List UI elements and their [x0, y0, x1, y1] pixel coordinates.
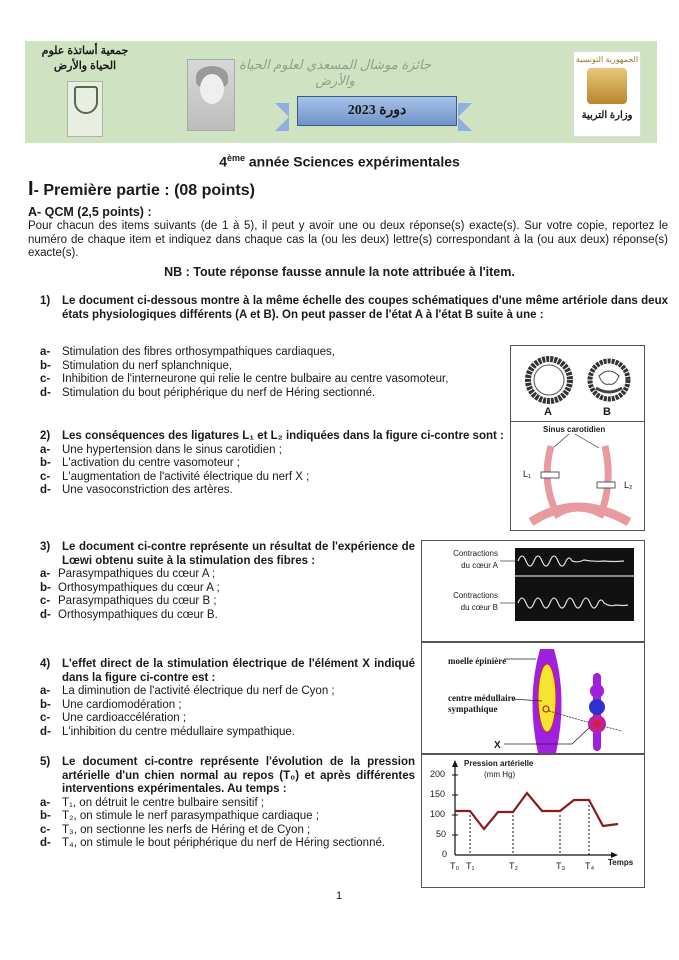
ytick-150: 150: [430, 789, 446, 799]
question-1: 1) Le document ci-dessous montre à la même échelle des coupes schématiques d'une même artériole dans deux états physiologiques différents (A et B). On peut passer de l'état A à l'état B suite à une :: [40, 295, 668, 321]
pressure-line-chart: [422, 755, 644, 887]
x-label: X: [494, 740, 501, 751]
option-c: c- Une cardioaccélération ;: [40, 712, 187, 724]
option-b: b- Orthosympathiques du cœur A ;: [40, 581, 220, 594]
question-5: 5) Le document ci-contre représente l'évolution de la pression artérielle d'un chien normal au repos (T₀) et après différentes interventions expérimentales. Au temps : a- T₁, on détruit le centre bulbaire sensitif ; b- T₂, on stimule le nerf parasympathique cardiaque ; c- T₃, on sectionne les nerfs de Héring et de Cyon ; d- T₄, on stimule le bout périphérique du nerf de Héring sectionné.: [40, 756, 415, 849]
option-d: d- T₄, on stimule le bout périphérique du nerf de Héring sectionné.: [40, 837, 386, 849]
trace-b-label-1: Contractions: [453, 591, 498, 600]
nb-note: NB : Toute réponse fausse annule la note attribuée à l'item.: [164, 265, 515, 279]
option-c: c- T₃, on sectionne les nerfs de Héring et de Cyon ;: [40, 823, 311, 836]
option-b: b- T₂, on stimule le nerf parasympathique cardiaque ;: [40, 810, 319, 822]
ministry-logo: [573, 51, 641, 137]
ministry-emblem-icon: [587, 68, 627, 104]
option-d: d- Une vasoconstriction des artères.: [40, 484, 233, 496]
qcm-title: A- QCM (2,5 points) :: [28, 205, 152, 219]
ministry-name: وزارة التربية: [581, 110, 633, 121]
figure-loewi: [421, 540, 645, 642]
sinus-label: Sinus carotidien: [543, 425, 606, 434]
xtick-t3: T₃: [556, 861, 566, 871]
republic-label: الجمهورية التونسية: [575, 55, 639, 64]
header-banner: [25, 41, 657, 143]
centre-label-2: sympathique: [448, 704, 498, 714]
l1-label: L₁: [523, 469, 532, 479]
question-2: 2) Les conséquences des ligatures L₁ et L₂ indiquées dans la figure ci-contre sont : a- Une hypertension dans le sinus carotidien ; b- L'activation du centre vasomoteur ; c- L'augmentation de l'activité électrique du nerf X ; d- Une vasoconstriction des artères.: [40, 430, 504, 496]
ribbon-tail-left: [275, 103, 289, 131]
xtick-t0: T₀: [450, 861, 460, 871]
option-c: c- L'augmentation de l'activité électrique du nerf X ;: [40, 470, 310, 483]
option-b: b- L'activation du centre vasomoteur ;: [40, 457, 240, 469]
ytick-0: 0: [442, 849, 448, 859]
question-4: 4) L'effet direct de la stimulation électrique de l'élément X indiqué dans la figure ci-contre est : a- La diminution de l'activité électrique du nerf de Cyon ; b- Une cardiomodération ; c- Une cardioaccélération ; d- L'inhibition du centre médullaire sympathique.: [40, 658, 415, 738]
moelle-label: moelle épinière: [448, 656, 507, 666]
figure-spinal-cord: [421, 642, 645, 754]
ribbon-tail-right: [458, 103, 472, 131]
session-ribbon: دورة 2023: [297, 96, 457, 126]
question-1-options: [40, 346, 505, 400]
prize-title: جائزة موشال المسعدي لعلوم الحياة والأرض: [239, 57, 431, 88]
option-d: d- Stimulation du bout périphérique du nerf de Héring sectionné.: [40, 386, 376, 399]
trace-a-label-1: Contractions: [453, 549, 498, 558]
xlabel: Temps: [608, 858, 634, 867]
arteriole-cross-section-icon: [511, 346, 644, 421]
page-number: 1: [336, 890, 343, 902]
xtick-t1: T₁: [466, 861, 475, 871]
question-3: 3) Le document ci-contre représente un résultat de l'expérience de Lœwi obtenu suite à la stimulation des fibres : a- Parasympathiques du cœur A ; b- Orthosympathiques du cœur A ; c- Parasympathiques du cœur B ; d- Orthosympathiques du cœur B.: [40, 541, 415, 621]
label-b: B: [603, 406, 611, 418]
figure-arteriole: [510, 345, 645, 422]
option-a: a- Parasympathiques du cœur A ;: [40, 568, 216, 580]
option-d: d- Orthosympathiques du cœur B.: [40, 608, 218, 621]
xtick-t2: T₂: [509, 861, 518, 871]
option-a: a- T₁, on détruit le centre bulbaire sensitif ;: [40, 796, 265, 809]
option-b: b- Une cardiomodération ;: [40, 698, 182, 711]
label-a: A: [544, 406, 552, 418]
association-logo-icon: [67, 81, 103, 137]
figure-pressure-chart: [421, 754, 645, 888]
option-c: c- Parasympathiques du cœur B ;: [40, 595, 217, 607]
association-name: جمعية أساتذة علوم الحياة والأرض: [41, 45, 129, 72]
option-c: c- Inhibition de l'interneurone qui relie le centre bulbaire au centre vasomoteur,: [40, 373, 449, 385]
option-a: a- La diminution de l'activité électrique du nerf de Cyon ;: [40, 685, 335, 697]
l2-label: L₂: [624, 480, 633, 490]
ytick-50: 50: [436, 829, 447, 839]
spinal-cord-ganglion-icon: [422, 643, 644, 753]
part-title: I- Première partie : (08 points): [28, 178, 255, 200]
trace-a-label-2: du cœur A: [461, 561, 498, 570]
class-title: 4ème année Sciences expérimentales: [219, 153, 460, 170]
instructions: Pour chacun des items suivants (de 1 à 5), il peut y avoir une ou deux réponse(s) exacte(s). Sur votre copie, reportez le numéro de chaque item et indiquez dans chaque cas la (ou les deux) lettre(s) correspondant à la (ou aux deux) réponse(s) exacte(s).: [28, 220, 668, 259]
trace-b-label-2: du cœur B: [460, 603, 498, 612]
kymograph-trace-icon: [422, 541, 644, 641]
figure-carotid: [510, 421, 645, 531]
xtick-t4: T₄: [585, 861, 595, 871]
option-d: d- L'inhibition du centre médullaire sympathique.: [40, 725, 295, 738]
option-a: a- Une hypertension dans le sinus carotidien ;: [40, 443, 282, 456]
option-b: b- Stimulation du nerf splanchnique,: [40, 359, 233, 372]
centre-label-1: centre médullaire: [448, 693, 516, 703]
ytick-200: 200: [430, 769, 446, 779]
ylabel-2: (mm Hg): [484, 770, 516, 779]
ylabel-1: Pression artérielle: [464, 759, 534, 768]
option-a: a- Stimulation des fibres orthosympathiques cardiaques,: [40, 346, 335, 358]
ytick-100: 100: [430, 809, 446, 819]
